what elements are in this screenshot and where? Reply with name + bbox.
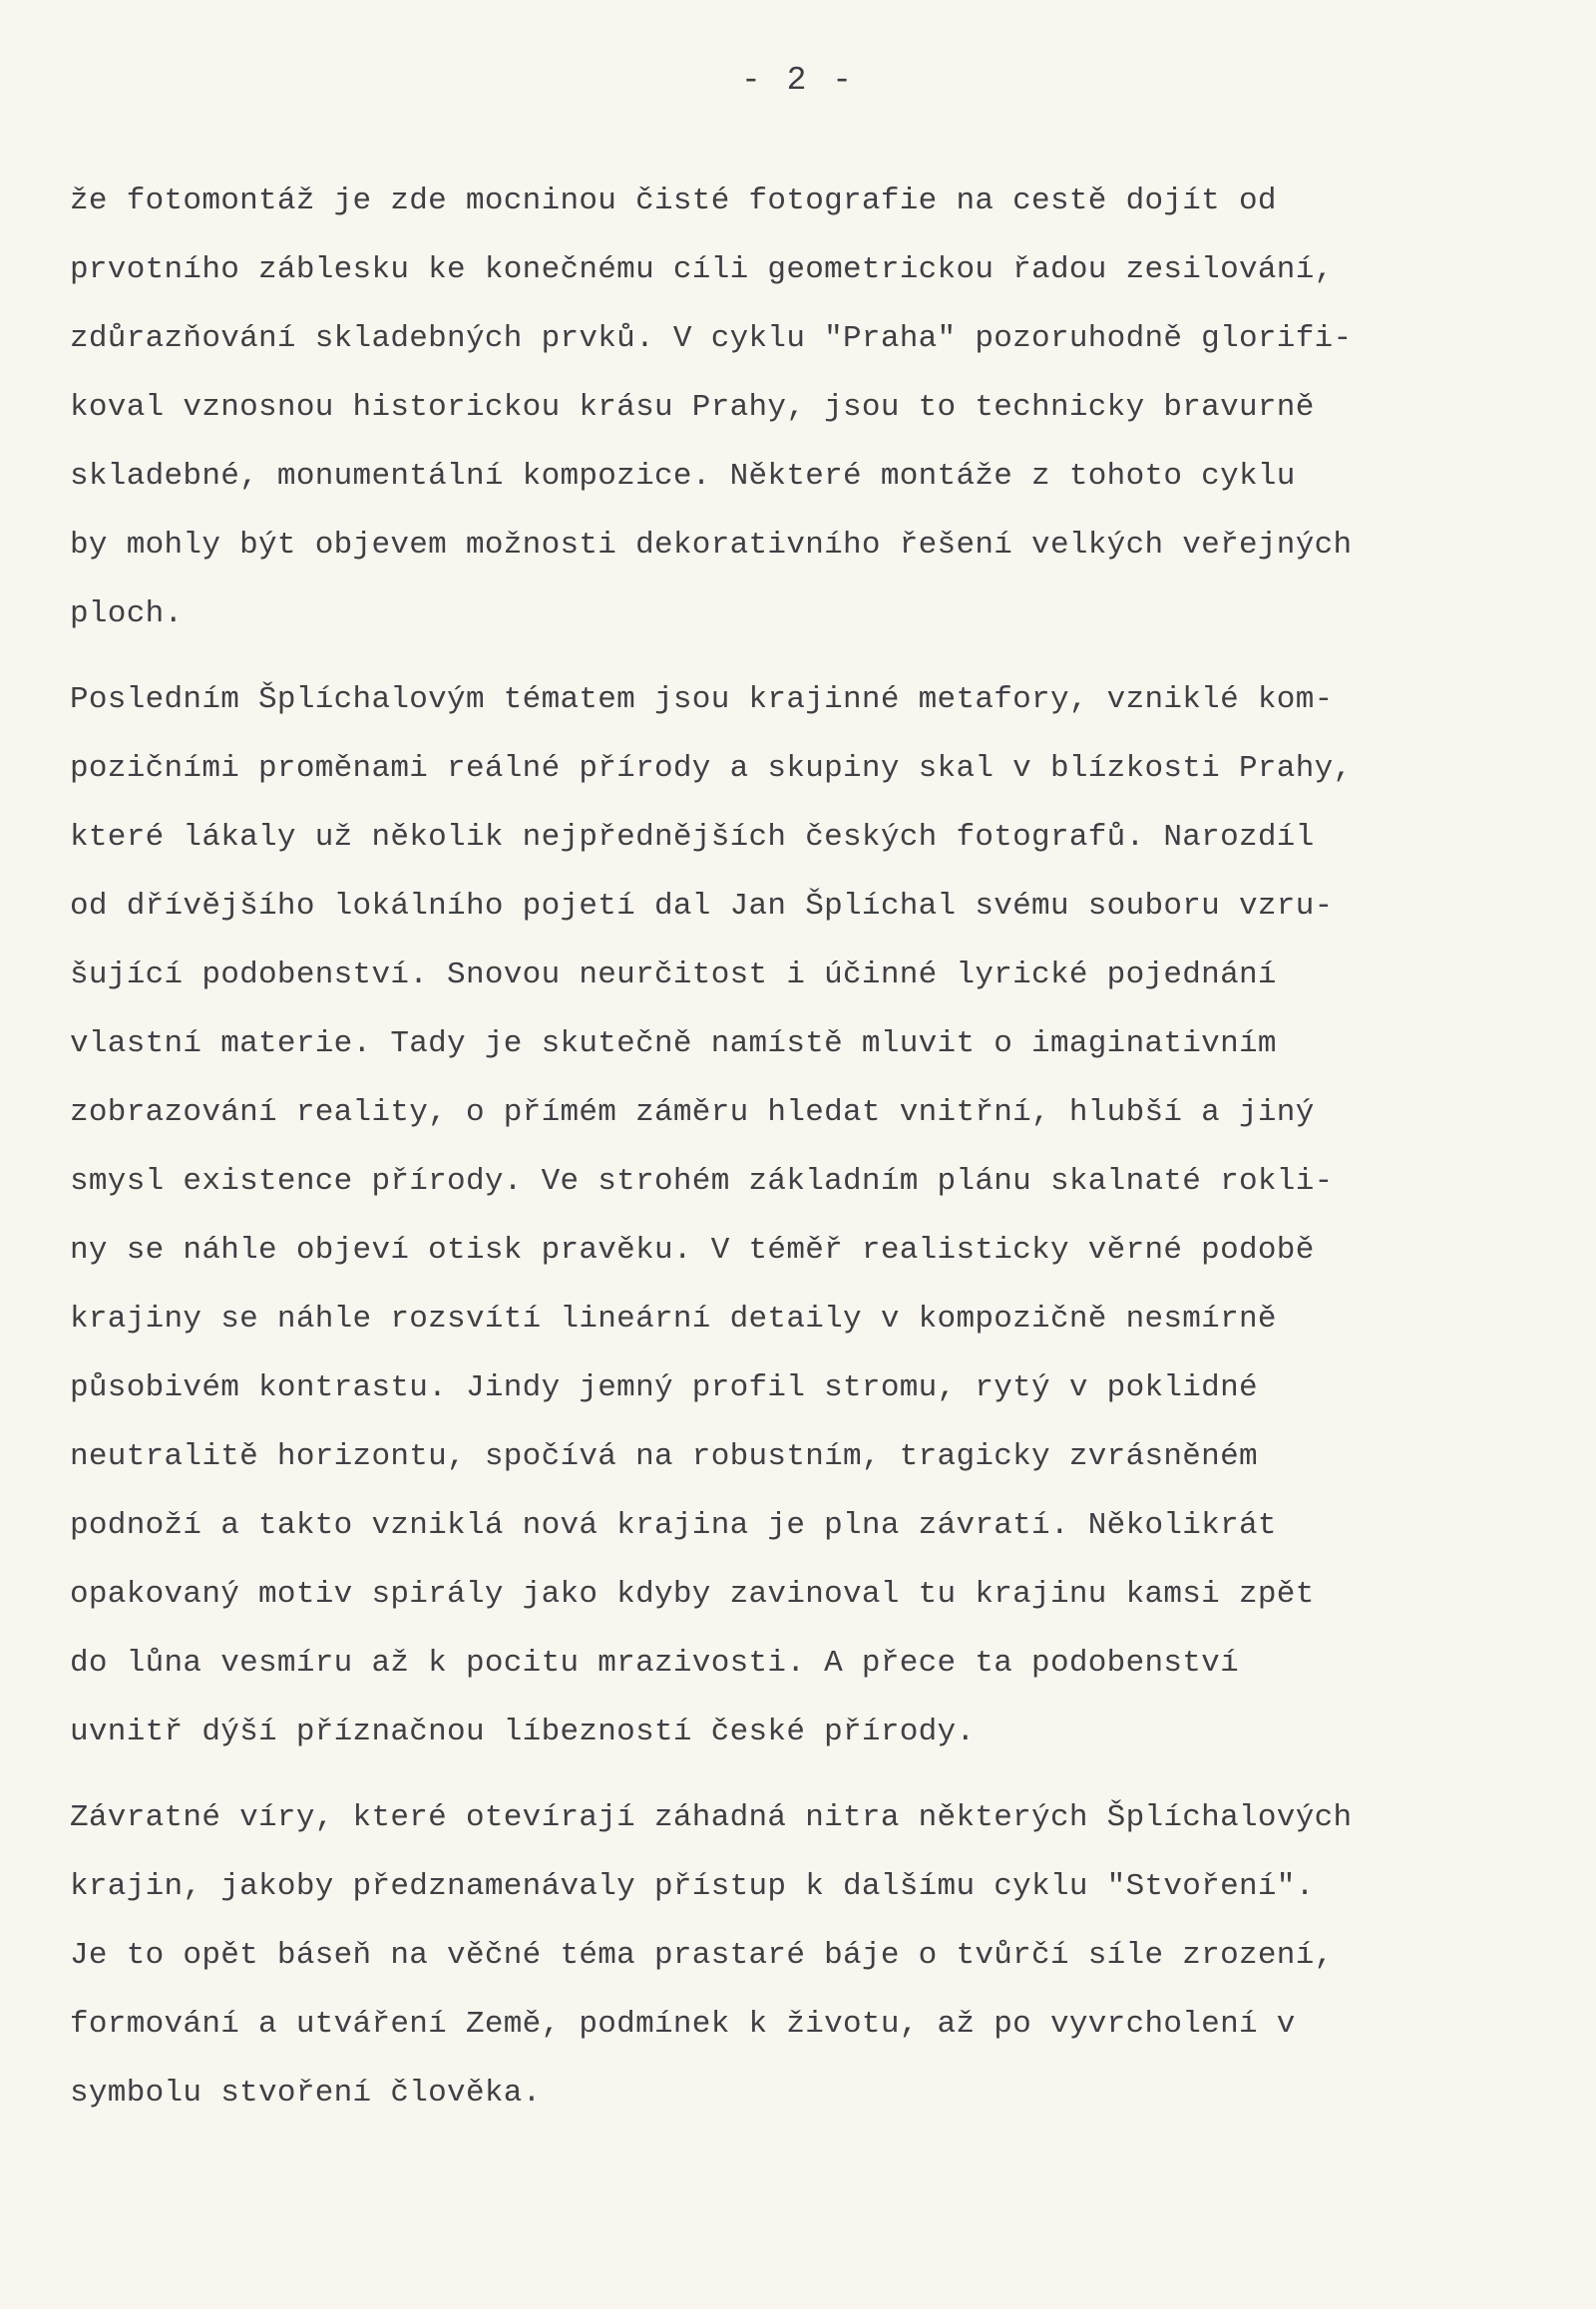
text-line: Posledním Šplíchalovým tématem jsou krajinné metafory, vzniklé kom-: [70, 682, 1334, 717]
text-line: od dřívějšího lokálního pojetí dal Jan Šplíchal svému souboru vzru-: [70, 889, 1334, 924]
text-line: formování a utváření Země, podmínek k životu, až po vyvrcholení v: [70, 2007, 1296, 2042]
text-line: pozičními proměnami reálné přírody a skupiny skal v blízkosti Prahy,: [70, 751, 1353, 786]
text-line: do lůna vesmíru až k pocitu mrazivosti. A přece ta podobenství: [70, 1646, 1239, 1681]
text-line: prvotního záblesku ke konečnému cíli geometrickou řadou zesilování,: [70, 252, 1334, 287]
text-line: Je to opět báseň na věčné téma prastaré báje o tvůrčí síle zrození,: [70, 1938, 1334, 1973]
text-line: krajin, jakoby předznamenávaly přístup k dalšímu cyklu "Stvoření".: [70, 1869, 1315, 1904]
text-line: koval vznosnou historickou krásu Prahy, jsou to technicky bravurně: [70, 390, 1315, 425]
text-line: vlastní materie. Tady je skutečně namístě mluvit o imaginativním: [70, 1026, 1277, 1061]
text-line: krajiny se náhle rozsvítí lineární detaily v kompozičně nesmírně: [70, 1302, 1277, 1337]
paragraph-2: [70, 665, 1566, 1766]
text-line: ploch.: [70, 596, 184, 631]
text-line: skladebné, monumentální kompozice. Některé montáže z tohoto cyklu: [70, 459, 1296, 494]
text-line: neutralitě horizontu, spočívá na robustním, tragicky zvrásněném: [70, 1439, 1258, 1474]
text-line: ny se náhle objeví otisk pravěku. V téměř realisticky věrné podobě: [70, 1233, 1315, 1268]
text-line: že fotomontáž je zde mocninou čisté fotografie na cestě dojít od: [70, 184, 1277, 218]
body-text: [70, 167, 1566, 2127]
text-line: Závratné víry, které otevírají záhadná nitra některých Šplíchalových: [70, 1800, 1353, 1835]
text-line: by mohly být objevem možnosti dekorativního řešení velkých veřejných: [70, 528, 1353, 563]
text-line: zobrazování reality, o přímém záměru hledat vnitřní, hlubší a jiný: [70, 1095, 1315, 1130]
text-line: zdůrazňování skladebných prvků. V cyklu "Praha" pozoruhodně glorifi-: [70, 321, 1353, 356]
text-line: podnoží a takto vzniklá nová krajina je plna závratí. Několikrát: [70, 1508, 1277, 1543]
page-number: - 2 -: [740, 62, 856, 99]
text-line: působivém kontrastu. Jindy jemný profil stromu, rytý v poklidné: [70, 1370, 1258, 1405]
text-line: uvnitř dýší příznačnou líbezností české přírody.: [70, 1715, 976, 1749]
text-line: opakovaný motiv spirály jako kdyby zavinoval tu krajinu kamsi zpět: [70, 1577, 1315, 1612]
text-line: které lákaly už několik nejpřednějších českých fotografů. Narozdíl: [70, 820, 1315, 855]
text-line: šující podobenství. Snovou neurčitost i účinné lyrické pojednání: [70, 958, 1277, 992]
text-line: symbolu stvoření člověka.: [70, 2076, 542, 2111]
paragraph-3: [70, 1783, 1566, 2127]
paragraph-1: [70, 167, 1566, 648]
text-line: smysl existence přírody. Ve strohém základním plánu skalnaté rokli-: [70, 1164, 1334, 1199]
